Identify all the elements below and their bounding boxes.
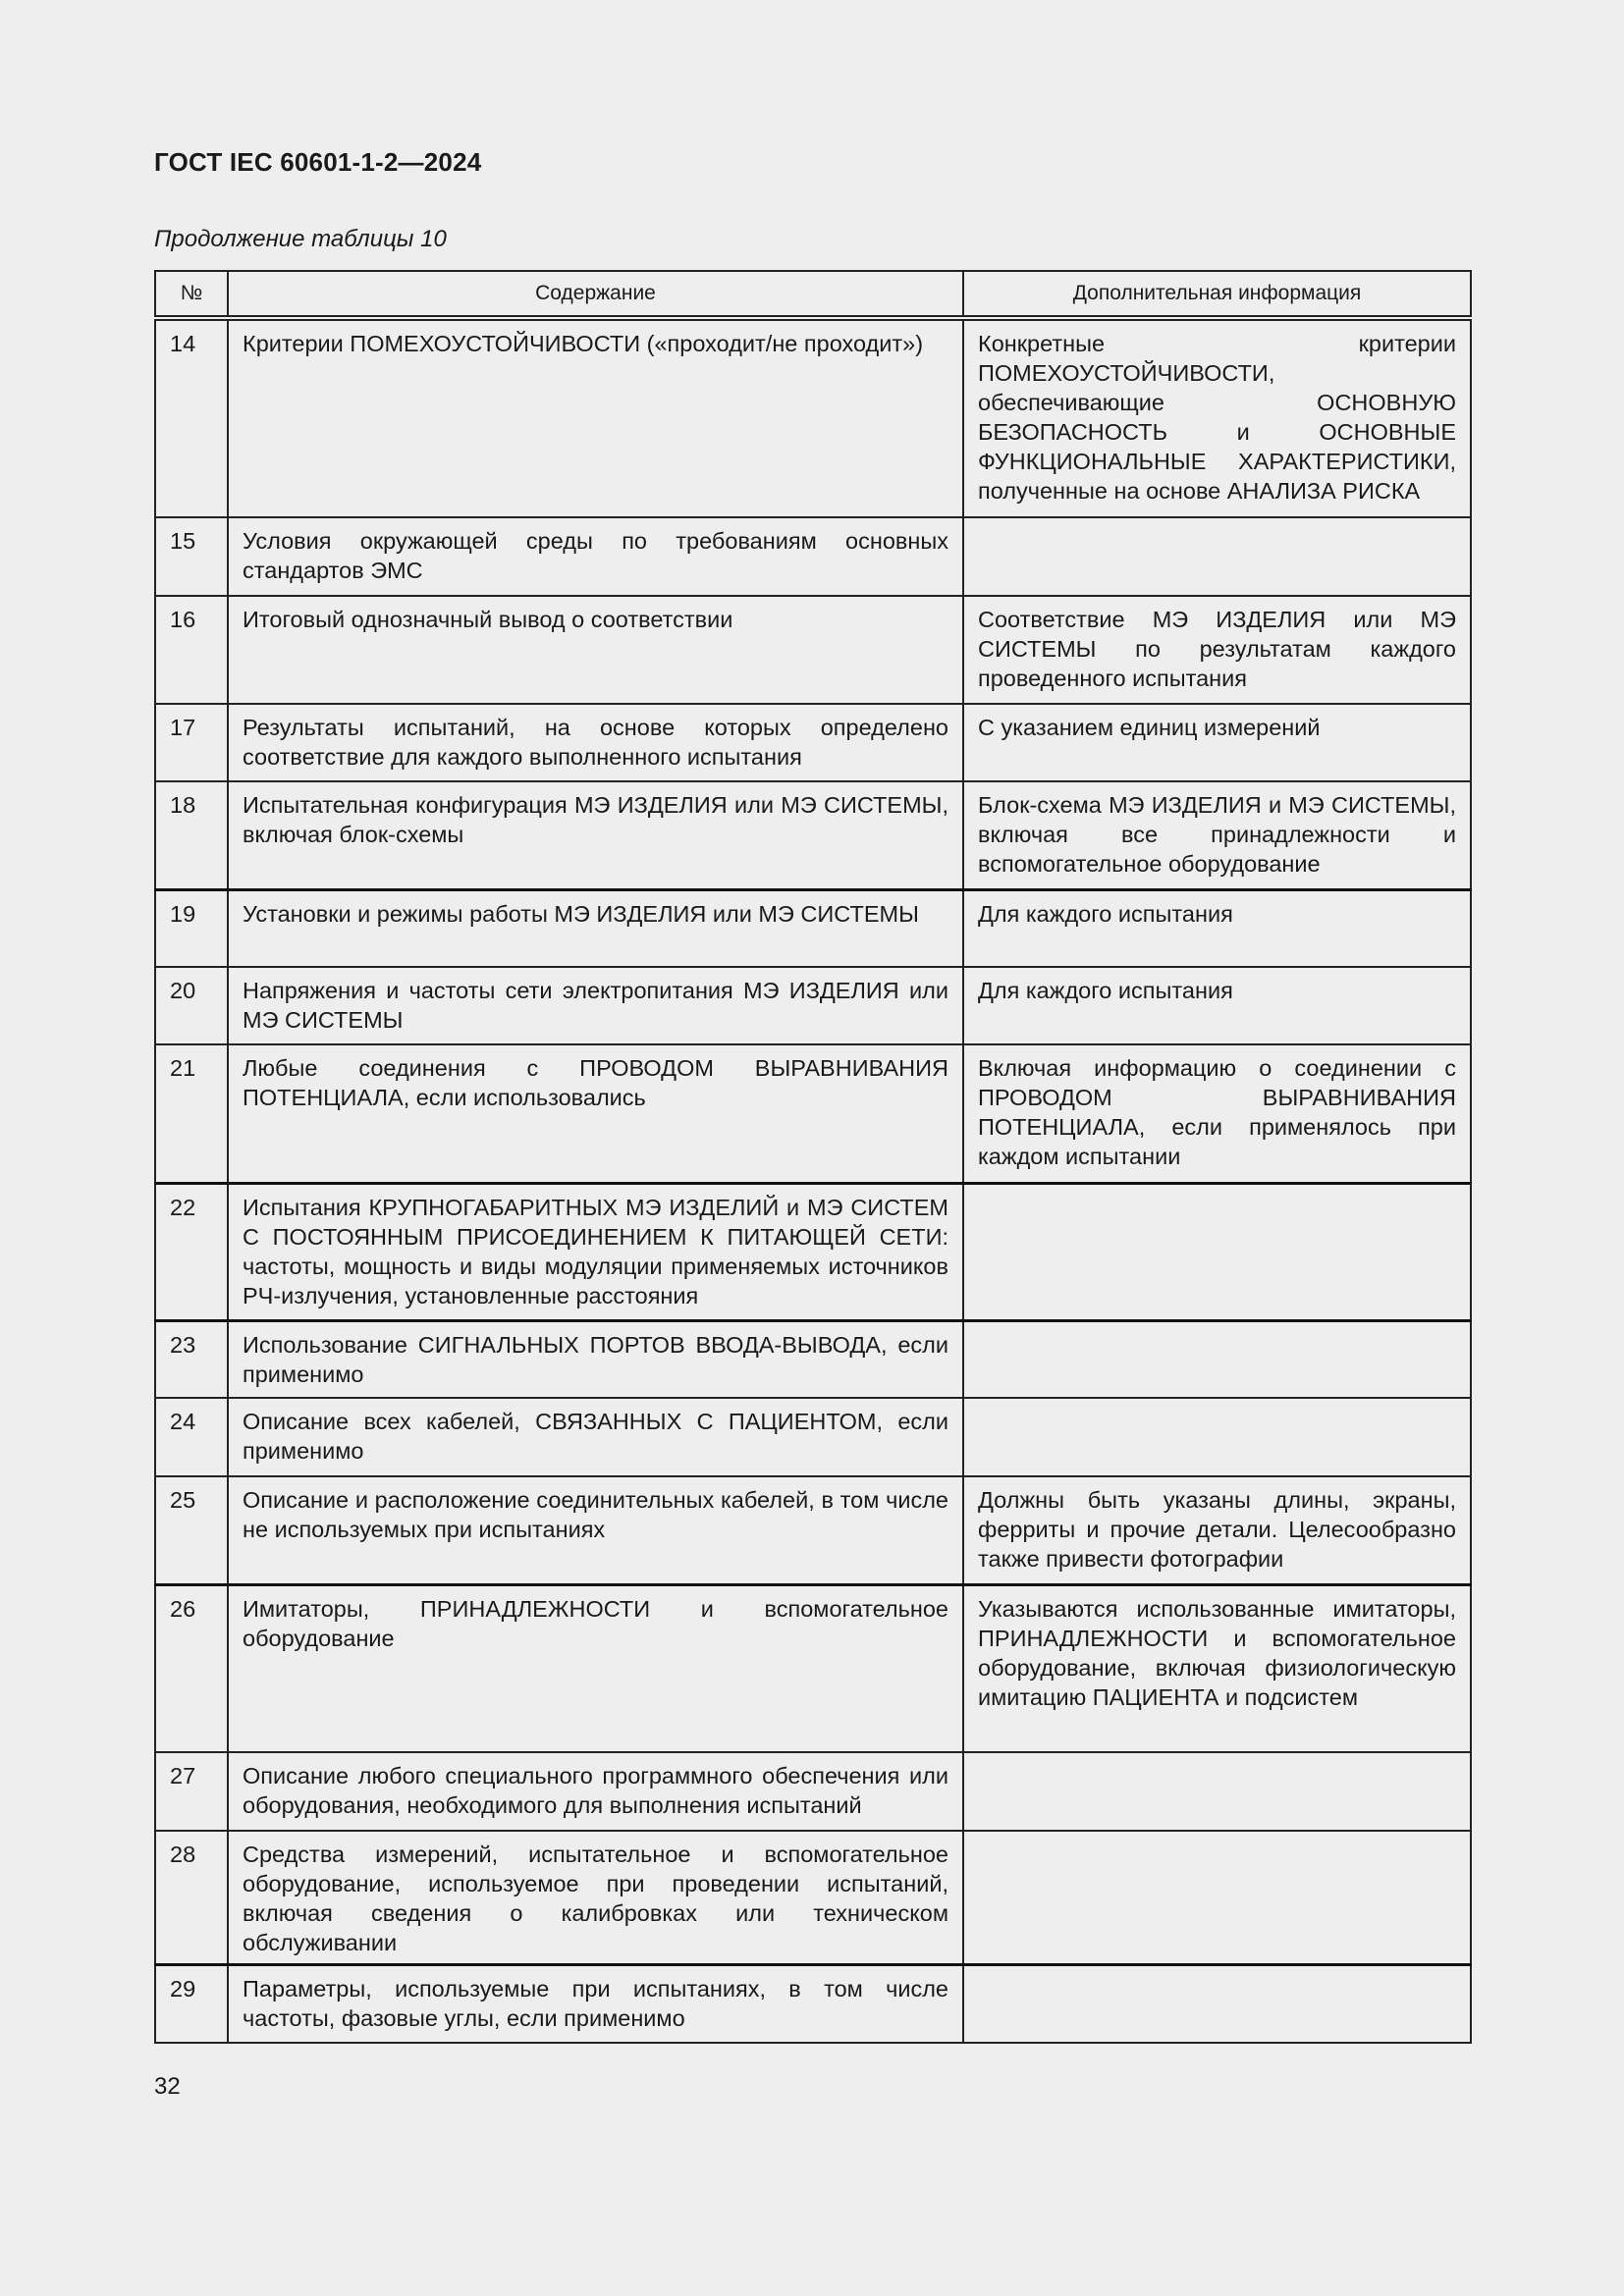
row-info [963,1320,1471,1398]
row-content: Описание любого специального программного обеспечения или оборудования, необходимого для выполнения испытаний [228,1752,963,1831]
row-info [963,1183,1471,1320]
row-info: Указываются использованные имитаторы, ПРИНАДЛЕЖНОСТИ и вспомогательное оборудование, включая физиологическую имитацию ПАЦИЕНТА и подсистем [963,1584,1471,1752]
row-info: Соответствие МЭ ИЗДЕЛИЯ или МЭ СИСТЕМЫ по результатам каждого проведенного испытания [963,596,1471,704]
row-number: 25 [155,1476,228,1584]
row-number: 26 [155,1584,228,1752]
row-number: 18 [155,781,228,889]
row-info: Должны быть указаны длины, экраны, ферриты и прочие детали. Целесообразно также привести фотографии [963,1476,1471,1584]
table-row [155,889,1471,967]
row-number: 27 [155,1752,228,1831]
table-header-row [155,271,1471,318]
table-row [155,1965,1471,2043]
row-content: Любые соединения с ПРОВОДОМ ВЫРАВНИВАНИЯ ПОТЕНЦИАЛА, если использовались [228,1044,963,1183]
row-content: Испытательная конфигурация МЭ ИЗДЕЛИЯ или МЭ СИСТЕМЫ, включая блок-схемы [228,781,963,889]
table-row [155,1398,1471,1476]
row-info [963,1398,1471,1476]
row-number: 24 [155,1398,228,1476]
row-number: 29 [155,1965,228,2043]
row-content: Итоговый однозначный вывод о соответствии [228,596,963,704]
document-header: ГОСТ IEC 60601-1-2—2024 [154,147,482,177]
row-number: 22 [155,1183,228,1320]
table-caption: Продолжение таблицы 10 [154,226,447,252]
row-number: 19 [155,889,228,967]
row-number: 23 [155,1320,228,1398]
table-row [155,1831,1471,1965]
row-number: 28 [155,1831,228,1965]
table-row [155,1752,1471,1831]
table-row [155,704,1471,781]
table-row [155,967,1471,1044]
row-number: 17 [155,704,228,781]
row-number: 15 [155,517,228,596]
column-header-number: № [155,271,228,318]
row-info [963,1752,1471,1831]
row-content: Средства измерений, испытательное и вспомогательное оборудование, используемое при проведении испытаний, включая сведения о калибровках или техническом обслуживании [228,1831,963,1965]
table-row [155,1476,1471,1584]
row-content: Условия окружающей среды по требованиям основных стандартов ЭМС [228,517,963,596]
row-content: Параметры, используемые при испытаниях, в том числе частоты, фазовые углы, если применимо [228,1965,963,2043]
row-number: 16 [155,596,228,704]
column-header-content: Содержание [228,271,963,318]
table-row [155,596,1471,704]
row-number: 21 [155,1044,228,1183]
table-body [155,318,1471,2043]
row-content: Напряжения и частоты сети электропитания МЭ ИЗДЕЛИЯ или МЭ СИСТЕМЫ [228,967,963,1044]
row-info: Включая информацию о соединении с ПРОВОДОМ ВЫРАВНИВАНИЯ ПОТЕНЦИАЛА, если применялось при каждом испытании [963,1044,1471,1183]
row-info: Конкретные критерии ПОМЕХОУСТОЙЧИВОСТИ, обеспечивающие ОСНОВНУЮ БЕЗОПАСНОСТЬ и ОСНОВНЫЕ ФУНКЦИОНАЛЬНЫЕ ХАРАКТЕРИСТИКИ, полученные на основе АНАЛИЗА РИСКА [963,318,1471,517]
row-info: Блок-схема МЭ ИЗДЕЛИЯ и МЭ СИСТЕМЫ, включая все принадлежности и вспомогательное оборудование [963,781,1471,889]
table-row [155,781,1471,889]
page-number: 32 [154,2073,181,2100]
row-info [963,517,1471,596]
table-row [155,1183,1471,1320]
table-row [155,1044,1471,1183]
row-info: Для каждого испытания [963,967,1471,1044]
row-content: Описание всех кабелей, СВЯЗАННЫХ С ПАЦИЕНТОМ, если применимо [228,1398,963,1476]
row-number: 20 [155,967,228,1044]
table-row [155,318,1471,517]
row-content: Описание и расположение соединительных кабелей, в том числе не используемых при испытаниях [228,1476,963,1584]
row-info [963,1965,1471,2043]
row-info: С указанием единиц измерений [963,704,1471,781]
row-content: Критерии ПОМЕХОУСТОЙЧИВОСТИ («проходит/не проходит») [228,318,963,517]
table-row [155,517,1471,596]
requirements-table [154,270,1472,2044]
row-content: Испытания КРУПНОГАБАРИТНЫХ МЭ ИЗДЕЛИЙ и МЭ СИСТЕМ С ПОСТОЯННЫМ ПРИСОЕДИНЕНИЕМ К ПИТАЮЩЕЙ СЕТИ: частоты, мощность и виды модуляции применяемых источников РЧ-излучения, установленные расстояния [228,1183,963,1320]
row-info [963,1831,1471,1965]
table-row [155,1584,1471,1752]
row-number: 14 [155,318,228,517]
table-row [155,1320,1471,1398]
row-info: Для каждого испытания [963,889,1471,967]
row-content: Результаты испытаний, на основе которых определено соответствие для каждого выполненного испытания [228,704,963,781]
column-header-info: Дополнительная информация [963,271,1471,318]
row-content: Использование СИГНАЛЬНЫХ ПОРТОВ ВВОДА-ВЫВОДА, если применимо [228,1320,963,1398]
row-content: Установки и режимы работы МЭ ИЗДЕЛИЯ или МЭ СИСТЕМЫ [228,889,963,967]
row-content: Имитаторы, ПРИНАДЛЕЖНОСТИ и вспомогательное оборудование [228,1584,963,1752]
